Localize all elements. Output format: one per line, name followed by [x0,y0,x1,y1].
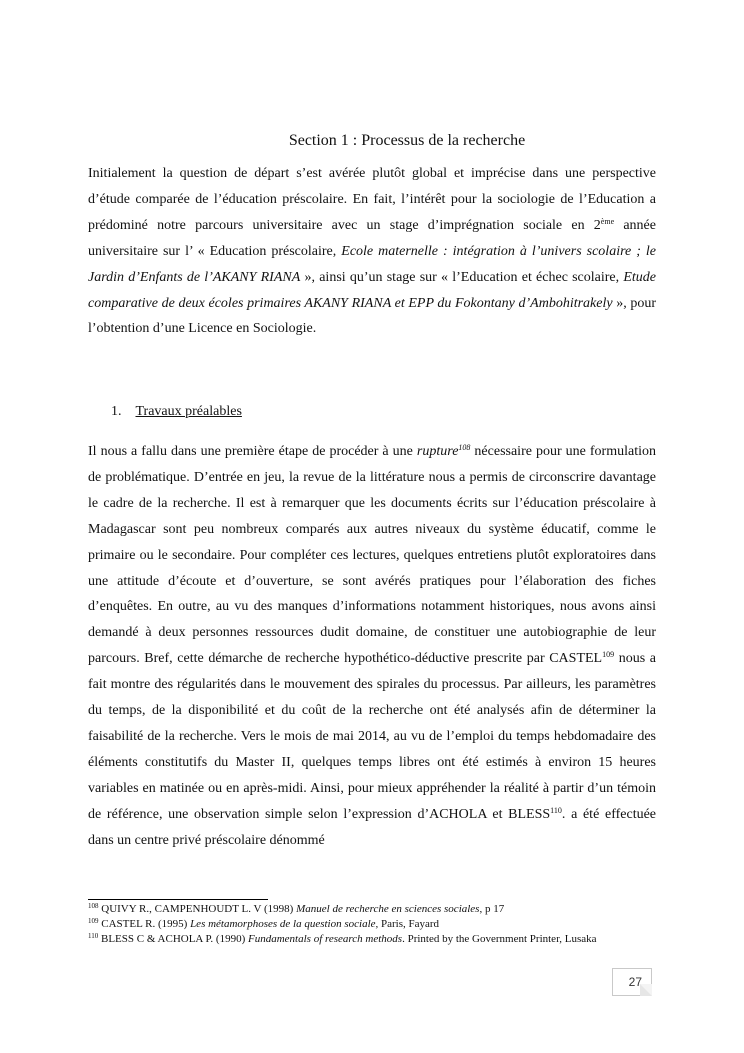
citation-title: Les métamorphoses de la question sociale, [190,918,379,930]
heading-number: 1. [111,404,122,419]
text-run: Paris, Fayard [378,918,440,930]
page-number-box [612,968,652,996]
text-run: nous a fait montre des régularités dans le mouvement des spirales du processus. Par ailleurs, les paramètres du temps, de la disponibilité et du coût de la recherche ont été analysés afin de déterminer la faisabilité de la recherche. Vers le mois de mai 2014, au vu de l’emploi du temps hebdomadaire des éléments constitutifs du Master II, quelques temps libres ont été estimés à environ 15 heures variables en matinée ou en après-midi. Ainsi, pour mieux appréhender la réalité à partir d’un témoin de référence, une observation simple selon l’expression d’ACHOLA et BLESS [88,651,656,822]
text-run: CASTEL R. (1995) [98,918,191,930]
italic-title: Etude comparative de deux écoles primaires AKANY RIANA et EPP du Fokontany d’Ambohitrakely [88,269,657,311]
subsection-heading [111,402,242,422]
italic-title: Ecole maternelle : intégration à l’univers scolaire ; le Jardin d’Enfants de l’AKANY RIANA [88,243,656,285]
italic-term: rupture [416,444,459,459]
text-run: BLESS C & ACHOLA P. (1990) [98,933,248,945]
text-run: », pour l’obtention d’une Licence en Sociologie. [88,295,656,337]
footnotes [88,902,658,947]
text-run: Initialement la question de départ s’est avérée plutôt global et imprécise dans une perspective d’étude comparée de l’éducation préscolaire. En fait, l’intérêt pour la sociologie de l’Education a prédominé notre parcours universitaire avec un stage d’imprégnation sociale en 2 [88,166,656,233]
page-curl-icon [640,984,652,996]
section-title: Section 1 : Processus de la recherche [288,132,526,149]
text-run: , p 17 [479,903,505,915]
citation-title: Manuel de recherche en sciences sociales [296,903,480,915]
footnote-item [88,932,658,947]
text-run: nécessaire pour une formulation de problématique. D’entrée en jeu, la revue de la littérature nous a permis de circonscrire davantage le cadre de la recherche. Il est à remarquer que les documents écrits sur l’éducation préscolaire à Madagascar sont peu nombreux comparés aux autres niveaux du système éducatif, comme le primaire ou le secondaire. Pour compléter ces lectures, quelques entretiens plutôt exploratoires dans une attitude d’écoute et d’ouverture, se sont avérés pratiques pour l’élaboration des fiches d’enquêtes. En outre, au vu des manques d’informations notamment historiques, nous avons ainsi demandé à deux personnes ressources dudit domaine, de constituer une autobiographie de leur parcours. Bref, cette démarche de recherche hypothético-déductive prescrite par CASTEL [88,444,656,667]
footnote-item [88,917,658,932]
text-run: année universitaire sur l’ « Education préscolaire, [88,217,656,259]
superscript: ème [600,216,615,226]
text-run: . a été effectuée dans un centre privé préscolaire dénommé [88,806,657,848]
intro-paragraph [88,161,656,342]
footnote-ref: 109 [602,650,615,660]
footnote-separator [88,899,268,900]
text-run: . Printed by the Government Printer, Lusaka [402,933,597,945]
body-paragraph [88,439,656,854]
text-run: QUIVY R., CAMPENHOUDT L. V (1998) [98,903,297,915]
citation-title: Fundamentals of research methods [248,933,403,945]
footnote-ref: 110 [550,805,562,815]
footnote-number: 109 [88,917,99,925]
footnote-number: 108 [88,902,99,910]
text-run: », ainsi qu’un stage sur « l’Education et échec scolaire, [300,269,624,285]
footnote-item [88,902,658,917]
footnote-ref: 108 [458,443,471,452]
page-number: 27 [628,975,642,989]
heading-text: Travaux préalables [135,404,242,419]
footnote-number: 110 [88,932,99,940]
text-run: Il nous a fallu dans une première étape de procéder à une [88,444,417,459]
